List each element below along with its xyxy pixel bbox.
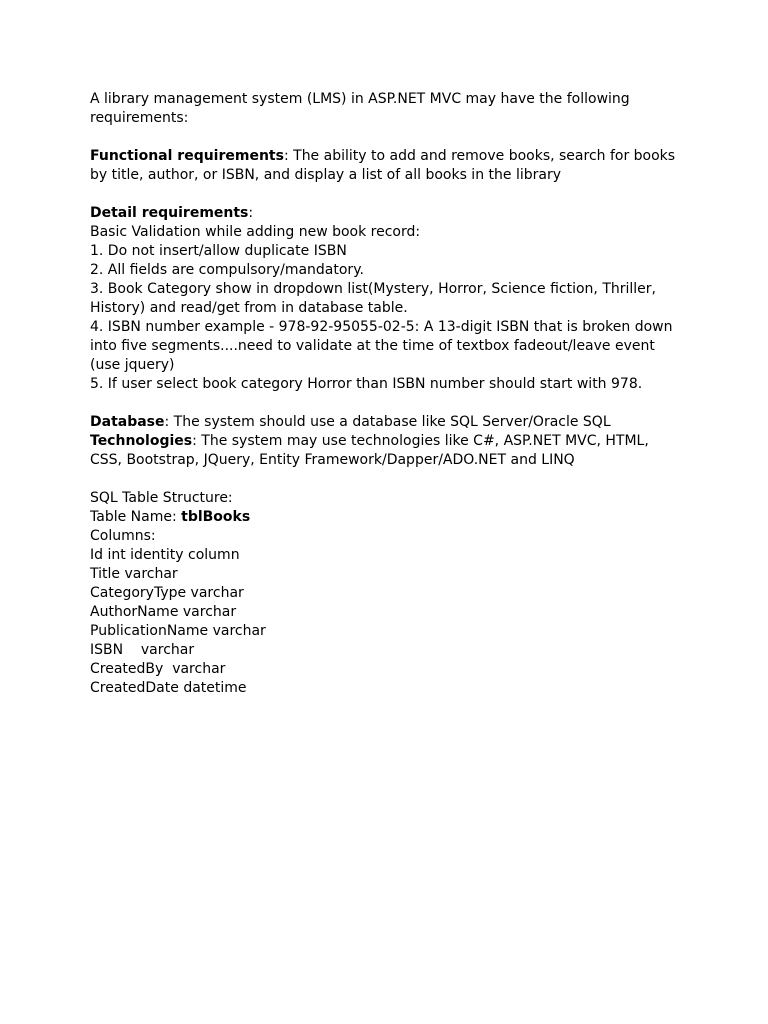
detail-requirements-heading-line [90,204,680,223]
technologies-text: : The system may use technologies like C#, ASP.NET MVC, HTML, [192,433,649,449]
database-heading: Database [90,414,165,430]
detail-line: into five segments....need to validate at the time of textbox fadeout/leave event [90,338,655,354]
paragraph-gap [90,470,680,489]
technologies-heading: Technologies [90,433,193,449]
detail-line: 2. All fields are compulsory/mandatory. [90,262,364,278]
detail-requirements-colon: : [248,205,254,221]
functional-requirements-paragraph [90,147,680,166]
functional-requirements-heading: Functional requirements [90,148,284,164]
detail-line: Basic Validation while adding new book record: [90,224,421,240]
technologies-text: CSS, Bootstrap, JQuery, Entity Framework/Dapper/ADO.NET and LINQ [90,452,575,468]
detail-line: 5. If user select book category Horror than ISBN number should start with 978. [90,376,643,392]
detail-line: (use jquery) [90,357,175,373]
detail-line: 1. Do not insert/allow duplicate ISBN [90,243,347,259]
column-line: Title varchar [90,566,178,582]
sql-structure-label: SQL Table Structure: [90,490,233,506]
detail-requirements-heading: Detail requirements [90,205,249,221]
database-paragraph [90,413,680,432]
column-line: CreatedBy varchar [90,661,226,677]
intro-line: A library management system (LMS) in ASP.NET MVC may have the following [90,91,630,107]
column-line: CreatedDate datetime [90,680,247,696]
functional-requirements-text: by title, author, or ISBN, and display a list of all books in the library [90,167,561,183]
detail-line: 3. Book Category show in dropdown list(Mystery, Horror, Science fiction, Thriller, [90,281,656,297]
database-text: : The system should use a database like SQL Server/Oracle SQL [164,414,611,430]
technologies-paragraph [90,432,680,451]
column-line: ISBN varchar [90,642,195,658]
columns-label: Columns: [90,528,156,544]
column-line: AuthorName varchar [90,604,237,620]
table-name-label: Table Name: [90,509,182,525]
column-line: Id int identity column [90,547,240,563]
column-line: CategoryType varchar [90,585,244,601]
paragraph-gap [90,128,680,147]
column-line: PublicationName varchar [90,623,266,639]
intro-line: requirements: [90,110,189,126]
paragraph-gap [90,185,680,204]
paragraph-gap [90,394,680,413]
detail-line: 4. ISBN number example - 978-92-95055-02-5: A 13-digit ISBN that is broken down [90,319,673,335]
table-name: tblBooks [181,509,251,525]
detail-line: History) and read/get from in database table. [90,300,408,316]
document-body [90,90,680,698]
functional-requirements-text: : The ability to add and remove books, search for books [283,148,676,164]
table-name-line [90,508,680,527]
